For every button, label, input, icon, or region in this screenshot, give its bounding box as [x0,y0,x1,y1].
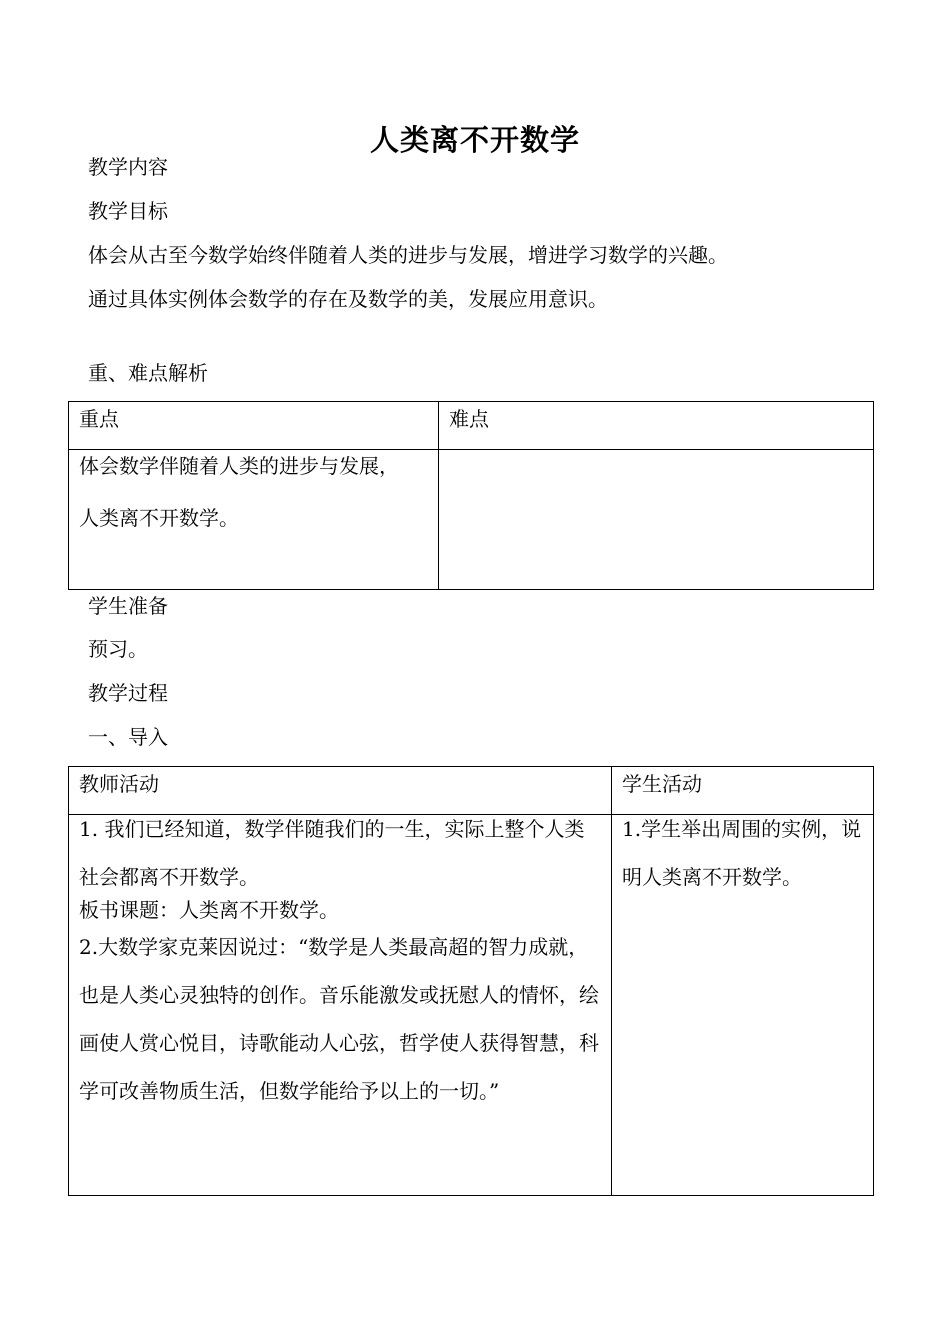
student-activity-cell [612,815,874,1196]
key-point-line-1: 体会数学伴随着人类的进步与发展， [79,454,399,478]
difficulty-cell [439,450,874,590]
key-point-line-2: 人类离不开数学。 [79,506,239,530]
goal-item-2: 通过具体实例体会数学的存在及数学的美，发展应用意识。 [88,287,608,311]
teacher-paragraph-2: 板书课题：人类离不开数学。 [79,898,339,922]
teacher-activity-cell [69,815,612,1196]
intro-heading: 一、导入 [88,725,168,749]
goals-heading: 教学目标 [88,199,168,223]
table-header-difficulty: 难点 [439,402,874,450]
prep-text: 预习。 [88,637,148,661]
teacher-paragraph-1: 1. 我们已经知道，数学伴随我们的一生，实际上整个人类社会都离不开数学。 [79,817,585,889]
key-point-cell [69,450,439,590]
table-header-teacher: 教师活动 [69,767,612,815]
student-activity-text: 1.学生举出周围的实例，说明人类离不开数学。 [622,817,862,889]
content-heading: 教学内容 [88,155,168,179]
keypoints-heading: 重、难点解析 [88,361,208,385]
activity-table [68,766,874,1196]
keypoints-table [68,401,874,590]
prep-heading: 学生准备 [88,594,168,618]
page-title: 人类离不开数学 [369,123,580,157]
goal-item-1: 体会从古至今数学始终伴随着人类的进步与发展，增进学习数学的兴趣。 [88,243,728,267]
process-heading: 教学过程 [88,681,168,705]
table-header-key-point: 重点 [69,402,439,450]
table-header-student: 学生活动 [612,767,874,815]
teacher-paragraph-3: 2.大数学家克莱因说过：“数学是人类最高超的智力成就，也是人类心灵独特的创作。音乐能激发或抚慰人的情怀，绘画使人赏心悦目，诗歌能动人心弦，哲学使人获得智慧，科学可改善物质生活，但数学能给予以上的一切。” [79,935,599,1103]
